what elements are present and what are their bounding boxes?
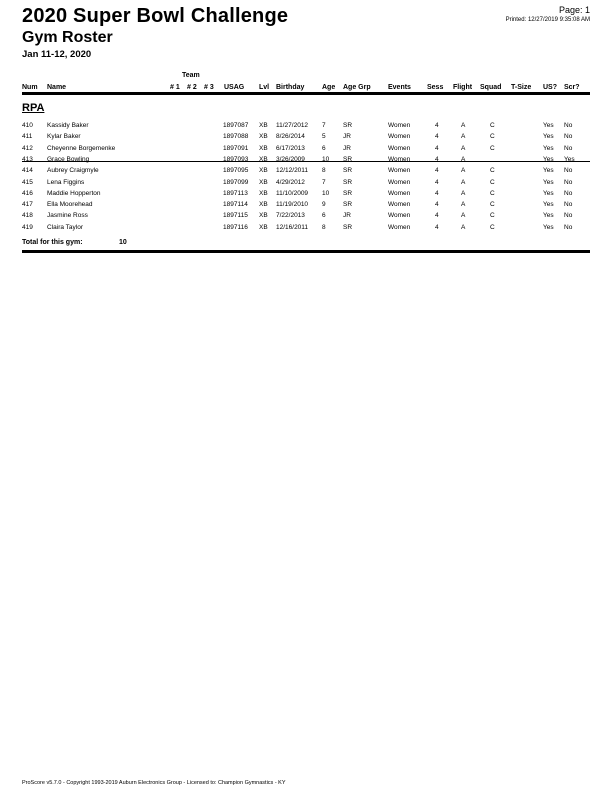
cell-usag: 1897115 (223, 212, 248, 220)
cell-num: 416 (22, 189, 33, 197)
cell-num: 411 (22, 133, 33, 141)
cell-usag: 1897087 (223, 122, 249, 129)
cell-events: Women (388, 201, 411, 209)
cell-scratch: No (564, 144, 573, 152)
cell-session: 4 (435, 212, 439, 220)
cell-session: 4 (435, 122, 439, 129)
page-number: Page: 1 (558, 5, 590, 15)
cell-events: Women (388, 167, 411, 175)
table-row (0, 122, 612, 133)
col-header-tsize: T-Size (511, 84, 532, 91)
cell-us: Yes (543, 201, 554, 209)
cell-us: Yes (543, 178, 554, 186)
table-row (0, 133, 612, 144)
cell-events: Women (388, 223, 411, 231)
cell-age: 5 (322, 133, 326, 141)
cell-flight: A (461, 212, 466, 220)
cell-level: XB (259, 178, 268, 186)
cell-scratch: No (564, 122, 573, 129)
cell-events: Women (388, 144, 411, 152)
cell-flight: A (461, 133, 466, 141)
cell-num: 414 (22, 167, 33, 175)
col-header-name: Name (47, 84, 67, 91)
report-subtitle: Gym Roster (22, 29, 113, 46)
cell-num: 413 (22, 155, 33, 163)
cell-birthday: 7/22/2013 (276, 212, 305, 220)
cell-name: Grace Bowling (47, 155, 90, 163)
cell-usag: 1897116 (223, 223, 248, 231)
cell-birthday: 12/16/2011 (276, 223, 309, 231)
cell-flight: A (461, 189, 466, 197)
cell-num: 410 (22, 122, 33, 129)
col-header-age-group: Age Grp (343, 84, 371, 91)
cell-level: XB (259, 122, 268, 129)
cell-squad: C (490, 122, 495, 129)
cell-session: 4 (435, 178, 439, 186)
cell-num: 417 (22, 201, 33, 209)
cell-scratch: Yes (564, 155, 575, 163)
cell-usag: 1897113 (223, 189, 248, 197)
cell-num: 419 (22, 223, 33, 231)
cell-scratch: No (564, 189, 573, 197)
cell-us: Yes (543, 122, 554, 129)
footer-divider (22, 250, 590, 253)
cell-us: Yes (543, 212, 554, 220)
cell-squad: C (490, 167, 495, 175)
cell-age-group: JR (343, 133, 351, 141)
cell-name: Maddie Hopperton (47, 189, 101, 197)
gym-name: RPA (22, 102, 45, 114)
printed-timestamp: Printed: 12/27/2019 9:35:08 AM (505, 17, 590, 23)
gym-total-label: Total for this gym: (22, 239, 83, 246)
cell-squad: C (490, 223, 495, 231)
cell-level: XB (259, 223, 268, 231)
col-header-flight: Flight (453, 84, 473, 91)
col-header-age: Age (322, 84, 336, 91)
cell-session: 4 (435, 223, 439, 231)
cell-session: 4 (435, 189, 439, 197)
col-header-level: Lvl (259, 84, 270, 91)
cell-flight: A (461, 167, 466, 175)
cell-scratch: No (564, 178, 573, 186)
cell-usag: 1897095 (223, 167, 249, 175)
cell-age-group: SR (343, 167, 353, 175)
cell-age-group: SR (343, 223, 353, 231)
cell-flight: A (461, 144, 466, 152)
cell-level: XB (259, 144, 268, 152)
cell-level: XB (259, 167, 268, 175)
cell-usag: 1897091 (223, 144, 249, 152)
cell-events: Women (388, 212, 411, 220)
cell-usag: 1897088 (223, 133, 249, 141)
cell-birthday: 11/27/2012 (276, 122, 309, 129)
cell-session: 4 (435, 144, 439, 152)
cell-us: Yes (543, 167, 554, 175)
table-row (0, 190, 612, 201)
col-header-events: Events (388, 84, 411, 91)
cell-age: 7 (322, 178, 326, 186)
cell-age-group: SR (343, 189, 353, 197)
cell-squad: C (490, 201, 495, 209)
cell-flight: A (461, 122, 466, 129)
cell-flight: A (461, 178, 466, 186)
cell-us: Yes (543, 133, 554, 141)
cell-events: Women (388, 155, 411, 163)
cell-scratch: No (564, 201, 573, 209)
cell-usag: 1897099 (223, 178, 249, 186)
cell-age-group: JR (343, 212, 351, 220)
cell-level: XB (259, 133, 268, 141)
cell-scratch: No (564, 212, 573, 220)
cell-scratch: No (564, 223, 573, 231)
cell-squad: C (490, 178, 495, 186)
cell-usag: 1897093 (223, 155, 249, 163)
cell-name: Ella Moorehead (47, 201, 93, 209)
cell-flight: A (461, 155, 466, 163)
cell-flight: A (461, 223, 466, 231)
cell-us: Yes (543, 155, 554, 163)
col-header-squad: Squad (480, 84, 502, 91)
cell-birthday: 11/19/2010 (276, 201, 309, 209)
col-header-team-3: # 3 (204, 84, 214, 91)
cell-age-group: SR (343, 122, 353, 129)
cell-squad: C (490, 189, 495, 197)
cell-events: Women (388, 133, 411, 141)
header-divider (22, 92, 590, 95)
cell-scratch: No (564, 167, 573, 175)
scratch-strikethrough (22, 161, 590, 162)
cell-age: 6 (322, 144, 326, 152)
cell-num: 415 (22, 178, 33, 186)
cell-birthday: 8/26/2014 (276, 133, 305, 141)
cell-birthday: 3/26/2009 (276, 155, 305, 163)
cell-usag: 1897114 (223, 201, 248, 209)
col-header-team-2: # 2 (187, 84, 197, 91)
cell-num: 412 (22, 144, 33, 152)
cell-session: 4 (435, 133, 439, 141)
cell-age: 7 (322, 122, 326, 129)
cell-name: Cheyenne Borgemenke (47, 144, 116, 152)
cell-age-group: JR (343, 144, 351, 152)
cell-session: 4 (435, 201, 439, 209)
cell-events: Women (388, 178, 411, 186)
cell-age-group: SR (343, 201, 353, 209)
table-row (0, 145, 612, 156)
cell-name: Jasmine Ross (47, 212, 88, 220)
cell-name: Kassidy Baker (47, 122, 89, 129)
footer-copyright: ProScore v5.7.0 - Copyright 1993-2019 Auburn Electronics Group - Licensed to: Champion Gymnastics - KY (22, 780, 286, 786)
col-header-num: Num (22, 84, 38, 91)
gym-total-value: 10 (119, 239, 127, 246)
cell-age: 10 (322, 189, 330, 197)
cell-birthday: 12/12/2011 (276, 167, 309, 175)
cell-flight: A (461, 201, 466, 209)
cell-birthday: 11/10/2009 (276, 189, 309, 197)
cell-level: XB (259, 189, 268, 197)
table-row (0, 156, 612, 167)
cell-events: Women (388, 189, 411, 197)
cell-level: XB (259, 155, 268, 163)
cell-age: 6 (322, 212, 326, 220)
table-row (0, 212, 612, 223)
cell-us: Yes (543, 144, 554, 152)
cell-session: 4 (435, 167, 439, 175)
table-row (0, 201, 612, 212)
cell-age: 8 (322, 223, 326, 231)
cell-name: Claira Taylor (47, 223, 84, 231)
cell-age-group: SR (343, 155, 353, 163)
cell-num: 418 (22, 212, 33, 220)
cell-age: 9 (322, 201, 326, 209)
cell-name: Kylar Baker (47, 133, 81, 141)
cell-us: Yes (543, 189, 554, 197)
cell-session: 4 (435, 155, 439, 163)
team-column-group-header: Team (182, 72, 200, 79)
cell-name: Aubrey Craigmyle (47, 167, 99, 175)
cell-scratch: No (564, 133, 573, 141)
cell-level: XB (259, 201, 268, 209)
table-row (0, 224, 612, 235)
cell-us: Yes (543, 223, 554, 231)
cell-age-group: SR (343, 178, 353, 186)
col-header-scratch: Scr? (564, 84, 580, 91)
cell-events: Women (388, 122, 411, 129)
event-dates: Jan 11-12, 2020 (22, 49, 92, 60)
cell-birthday: 6/17/2013 (276, 144, 305, 152)
cell-level: XB (259, 212, 268, 220)
col-header-birthday: Birthday (276, 84, 305, 91)
report-title: 2020 Super Bowl Challenge (22, 5, 289, 27)
cell-squad: C (490, 144, 495, 152)
col-header-session: Sess (427, 84, 444, 91)
cell-birthday: 4/29/2012 (276, 178, 305, 186)
cell-name: Lena Figgins (47, 178, 85, 186)
col-header-us: US? (543, 84, 557, 91)
col-header-usag: USAG (224, 84, 245, 91)
cell-squad: C (490, 212, 495, 220)
col-header-team-1: # 1 (170, 84, 180, 91)
cell-squad: C (490, 133, 495, 141)
cell-age: 8 (322, 167, 326, 175)
cell-age: 10 (322, 155, 330, 163)
table-row (0, 167, 612, 178)
table-row (0, 179, 612, 190)
